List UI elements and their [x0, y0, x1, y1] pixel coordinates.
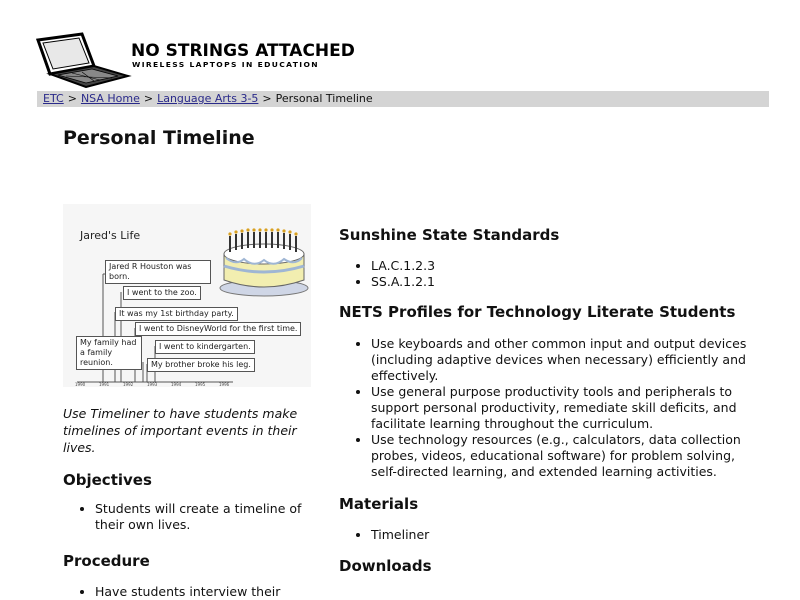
- axis-label: 1992: [123, 382, 134, 387]
- objectives-heading: Objectives: [63, 471, 152, 489]
- page-title: Personal Timeline: [63, 127, 255, 149]
- list-item: • Use general purpose productivity tools and peripherals to support personal productivity, remediate skill deficits, and facilitate learning throughout the curriculum.: [371, 384, 759, 432]
- image-caption: Use Timeliner to have students make timelines of important events in their lives.: [63, 406, 298, 455]
- timeline-event: My family had a family reunion.: [76, 336, 142, 370]
- axis-label: 1996: [219, 382, 230, 387]
- timeline-event: It was my 1st birthday party.: [115, 307, 238, 321]
- breadcrumb-link-language-arts[interactable]: Language Arts 3-5: [157, 92, 259, 105]
- standards-heading: Sunshine State Standards: [339, 226, 560, 244]
- nets-heading: NETS Profiles for Technology Literate Students: [339, 303, 736, 321]
- breadcrumb-link-etc[interactable]: ETC: [43, 92, 64, 105]
- timeline-event: I went to DisneyWorld for the first time.: [135, 322, 301, 336]
- breadcrumb-link-nsa-home[interactable]: NSA Home: [80, 92, 140, 105]
- breadcrumb-separator: >: [143, 92, 154, 105]
- nets-list: [339, 336, 759, 480]
- breadcrumb-separator: >: [67, 92, 77, 105]
- left-column: [63, 204, 311, 387]
- axis-label: 1990: [75, 382, 86, 387]
- objectives-section: [63, 471, 313, 533]
- site-header: [36, 32, 355, 88]
- timeline-event: My brother broke his leg.: [147, 358, 255, 372]
- list-item: • Students will create a timeline of their own lives.: [95, 501, 313, 533]
- timeline-example-image: [63, 204, 311, 387]
- list-item: • LA.C.1.2.3: [371, 258, 759, 274]
- axis-label: 1994: [171, 382, 182, 387]
- list-item: • Timeliner: [371, 527, 759, 543]
- procedure-list: [63, 584, 313, 600]
- breadcrumb-separator: >: [262, 92, 272, 105]
- right-column: [339, 226, 759, 575]
- timeline-event: I went to kindergarten.: [155, 340, 255, 354]
- list-item: • SS.A.1.2.1: [371, 274, 759, 290]
- laptop-icon: [36, 32, 132, 88]
- timeline-event: I went to the zoo.: [123, 286, 201, 300]
- axis-label: 1991: [99, 382, 110, 387]
- breadcrumb: [37, 91, 769, 107]
- procedure-heading: Procedure: [63, 552, 150, 570]
- downloads-heading: Downloads: [339, 557, 432, 575]
- axis-label: 1993: [147, 382, 158, 387]
- materials-list: [339, 527, 759, 543]
- timeline-event: Jared R Houston was born.: [105, 260, 211, 284]
- standards-list: [339, 258, 759, 290]
- axis-label: 1995: [195, 382, 206, 387]
- timeline-title: Jared's Life: [80, 229, 141, 242]
- breadcrumb-current: Personal Timeline: [275, 92, 373, 105]
- materials-heading: Materials: [339, 495, 419, 513]
- objectives-list: [63, 501, 313, 533]
- list-item: • Have students interview their: [95, 584, 313, 600]
- site-title: NO STRINGS ATTACHED: [131, 41, 355, 61]
- list-item: • Use keyboards and other common input and output devices (including adaptive devices when necessary) efficiently and effectively.: [371, 336, 759, 384]
- site-subtitle: WIRELESS LAPTOPS IN EDUCATION: [132, 60, 319, 69]
- list-item: • Use technology resources (e.g., calculators, data collection probes, videos, educational software) for problem solving, self-directed learning, and extended learning activities.: [371, 432, 759, 480]
- procedure-section: [63, 552, 313, 600]
